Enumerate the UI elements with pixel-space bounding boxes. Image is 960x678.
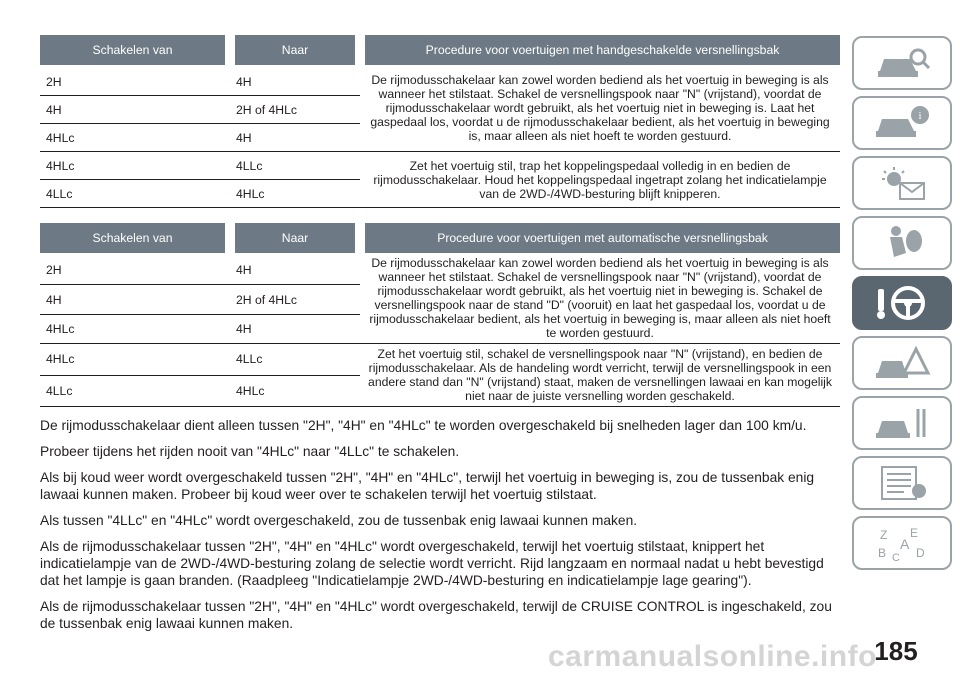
table-row: [40, 65, 840, 96]
paragraph: De rijmodusschakelaar dient alleen tussen "2H", "4H" en "4HLc" te worden overgeschakeld bij snelheden lager dan 100 km/u.: [40, 418, 807, 433]
car-wrench-icon: [872, 403, 932, 443]
chapter-sidebar: [852, 36, 960, 576]
from-cell: 4LLc: [40, 375, 230, 407]
tab-index[interactable]: [852, 516, 952, 570]
to-cell: 4H: [230, 124, 360, 152]
from-cell: 4HLc: [40, 314, 230, 343]
svg-text:E: E: [910, 526, 919, 540]
to-cell: 4LLc: [230, 152, 360, 180]
col-header-procedure: Procedure voor voertuigen met automatische versnellingsbak: [360, 223, 840, 253]
tab-car-search[interactable]: [852, 36, 952, 90]
automatic-transmission-table: [40, 223, 840, 407]
svg-text:B: B: [878, 546, 887, 560]
car-search-icon: [872, 43, 932, 83]
from-cell: 4HLc: [40, 124, 230, 152]
manual-transmission-table: [40, 35, 840, 208]
to-cell: 4HLc: [230, 375, 360, 407]
paragraph: Als tussen "4LLc" en "4HLc" wordt overgeschakeld, zou de tussenbak enig lawaai kunnen maken.: [40, 513, 638, 528]
tab-emergency[interactable]: [852, 336, 952, 390]
from-cell: 4LLc: [40, 180, 230, 208]
from-cell: 2H: [40, 65, 230, 96]
procedure-cell: Zet het voertuig stil, trap het koppelingspedaal volledig in en bedien de rijmodusschakelaar. Houd het koppelingspedaal ingetrapt zolang het indicatielampje van de 2WD-/4WD-besturing blijft knipperen.: [360, 152, 840, 208]
key-steering-wheel-icon: [872, 283, 932, 323]
svg-text:i: i: [918, 110, 922, 122]
procedure-cell: Zet het voertuig stil, schakel de versnellingspook naar "N" (vrijstand), en bedien de rijmodusschakelaar. Als de handeling wordt verricht, terwijl de versnellingspook in een andere stand dan "N" (vrijstand) staat, maken de versnellingen lawaai en kan mogelijk niet naar de juiste versnelling worden geschakeld.: [360, 344, 840, 407]
tab-key-steering[interactable]: [852, 276, 952, 330]
paragraph: Als bij koud weer wordt overgeschakeld tussen "2H", "4H" en "4HLc", terwijl het voertuig in beweging is, zou de tussenbak enig lawaai kunnen maken. Probeer bij koud weer over te schakelen terwijl het voertuig stilstaat.: [40, 470, 815, 502]
procedure-cell: De rijmodusschakelaar kan zowel worden bediend als het voertuig in beweging is als wanneer het stilstaat. Schakel de versnellingspook naar "N" (vrijstand), voordat de rijmodusschakelaar wordt gebruikt, als het voertuig niet in beweging is. Laat het gaspedaal los, voordat u de rijmodusschakelaar bedient, als het voertuig in beweging is, maar alleen als niet hoeft te worden gestuurd.: [360, 65, 840, 152]
airbag-seat-icon: [872, 223, 932, 263]
watermark: carmanualsonline.info: [548, 640, 877, 673]
to-cell: 4H: [230, 314, 360, 343]
col-header-from: Schakelen van: [40, 223, 230, 253]
car-info-icon: [872, 103, 932, 143]
to-cell: 4HLc: [230, 180, 360, 208]
specifications-list-icon: [872, 463, 932, 503]
paragraph: Als de rijmodusschakelaar tussen "2H", "4H" en "4HLc" wordt overgeschakeld, terwijl de CRUISE CONTROL is ingeschakeld, zou de tussenbak enig lawaai kunnen maken.: [40, 599, 832, 631]
from-cell: 2H: [40, 253, 230, 285]
svg-text:A: A: [900, 536, 910, 552]
warning-lights-mail-icon: [872, 163, 932, 203]
alphabet-index-icon: [872, 523, 932, 563]
tab-airbag[interactable]: [852, 216, 952, 270]
procedure-cell: De rijmodusschakelaar kan zowel worden bediend als het voertuig in beweging is als wanneer het stilstaat. Schakel de versnellingspook naar "N" (vrijstand), voordat de rijmodusschakelaar wordt gebruikt, als het voertuig niet in beweging is. Schakel de versnellingspook naar de stand "D" (vooruit) en laat het gaspedaal los, voordat u de rijmodusschakelaar bedient, als het voertuig in beweging is, maar alleen als niet hoeft te worden gestuurd.: [360, 253, 840, 344]
tab-specifications[interactable]: [852, 456, 952, 510]
tab-car-info[interactable]: [852, 96, 952, 150]
page-content: [40, 35, 840, 641]
table-row: [40, 152, 840, 180]
to-cell: 2H of 4HLc: [230, 96, 360, 124]
tab-warning-lights[interactable]: [852, 156, 952, 210]
table-row: [40, 344, 840, 376]
col-header-to: Naar: [230, 35, 360, 65]
paragraph: Als de rijmodusschakelaar tussen "2H", "4H" en "4HLc" wordt overgeschakeld, terwijl het voertuig stilstaat, knippert het indicatielampje van de 2WD-/4WD-besturing zolang de selectie wordt verricht. Rijd langzaam en normaal nadat u hebt bevestigd dat het lampje is gaan branden. (Raadpleeg "Indicatielampje 2WD-/4WD-besturing en indicatielampje lage gearing").: [40, 539, 824, 588]
col-header-procedure: Procedure voor voertuigen met handgeschakelde versnellingsbak: [360, 35, 840, 65]
body-text: [40, 417, 840, 632]
to-cell: 2H of 4HLc: [230, 285, 360, 314]
page-number: 185: [874, 636, 918, 666]
car-warning-triangle-icon: [872, 343, 932, 383]
tab-maintenance[interactable]: [852, 396, 952, 450]
svg-text:D: D: [916, 546, 925, 560]
col-header-to: Naar: [230, 223, 360, 253]
from-cell: 4H: [40, 96, 230, 124]
table-row: [40, 253, 840, 285]
svg-text:Z: Z: [880, 528, 888, 542]
from-cell: 4H: [40, 285, 230, 314]
from-cell: 4HLc: [40, 344, 230, 376]
to-cell: 4LLc: [230, 344, 360, 376]
paragraph: Probeer tijdens het rijden nooit van "4HLc" naar "4LLc" te schakelen.: [40, 444, 460, 459]
to-cell: 4H: [230, 65, 360, 96]
col-header-from: Schakelen van: [40, 35, 230, 65]
svg-text:C: C: [892, 552, 900, 563]
to-cell: 4H: [230, 253, 360, 285]
from-cell: 4HLc: [40, 152, 230, 180]
